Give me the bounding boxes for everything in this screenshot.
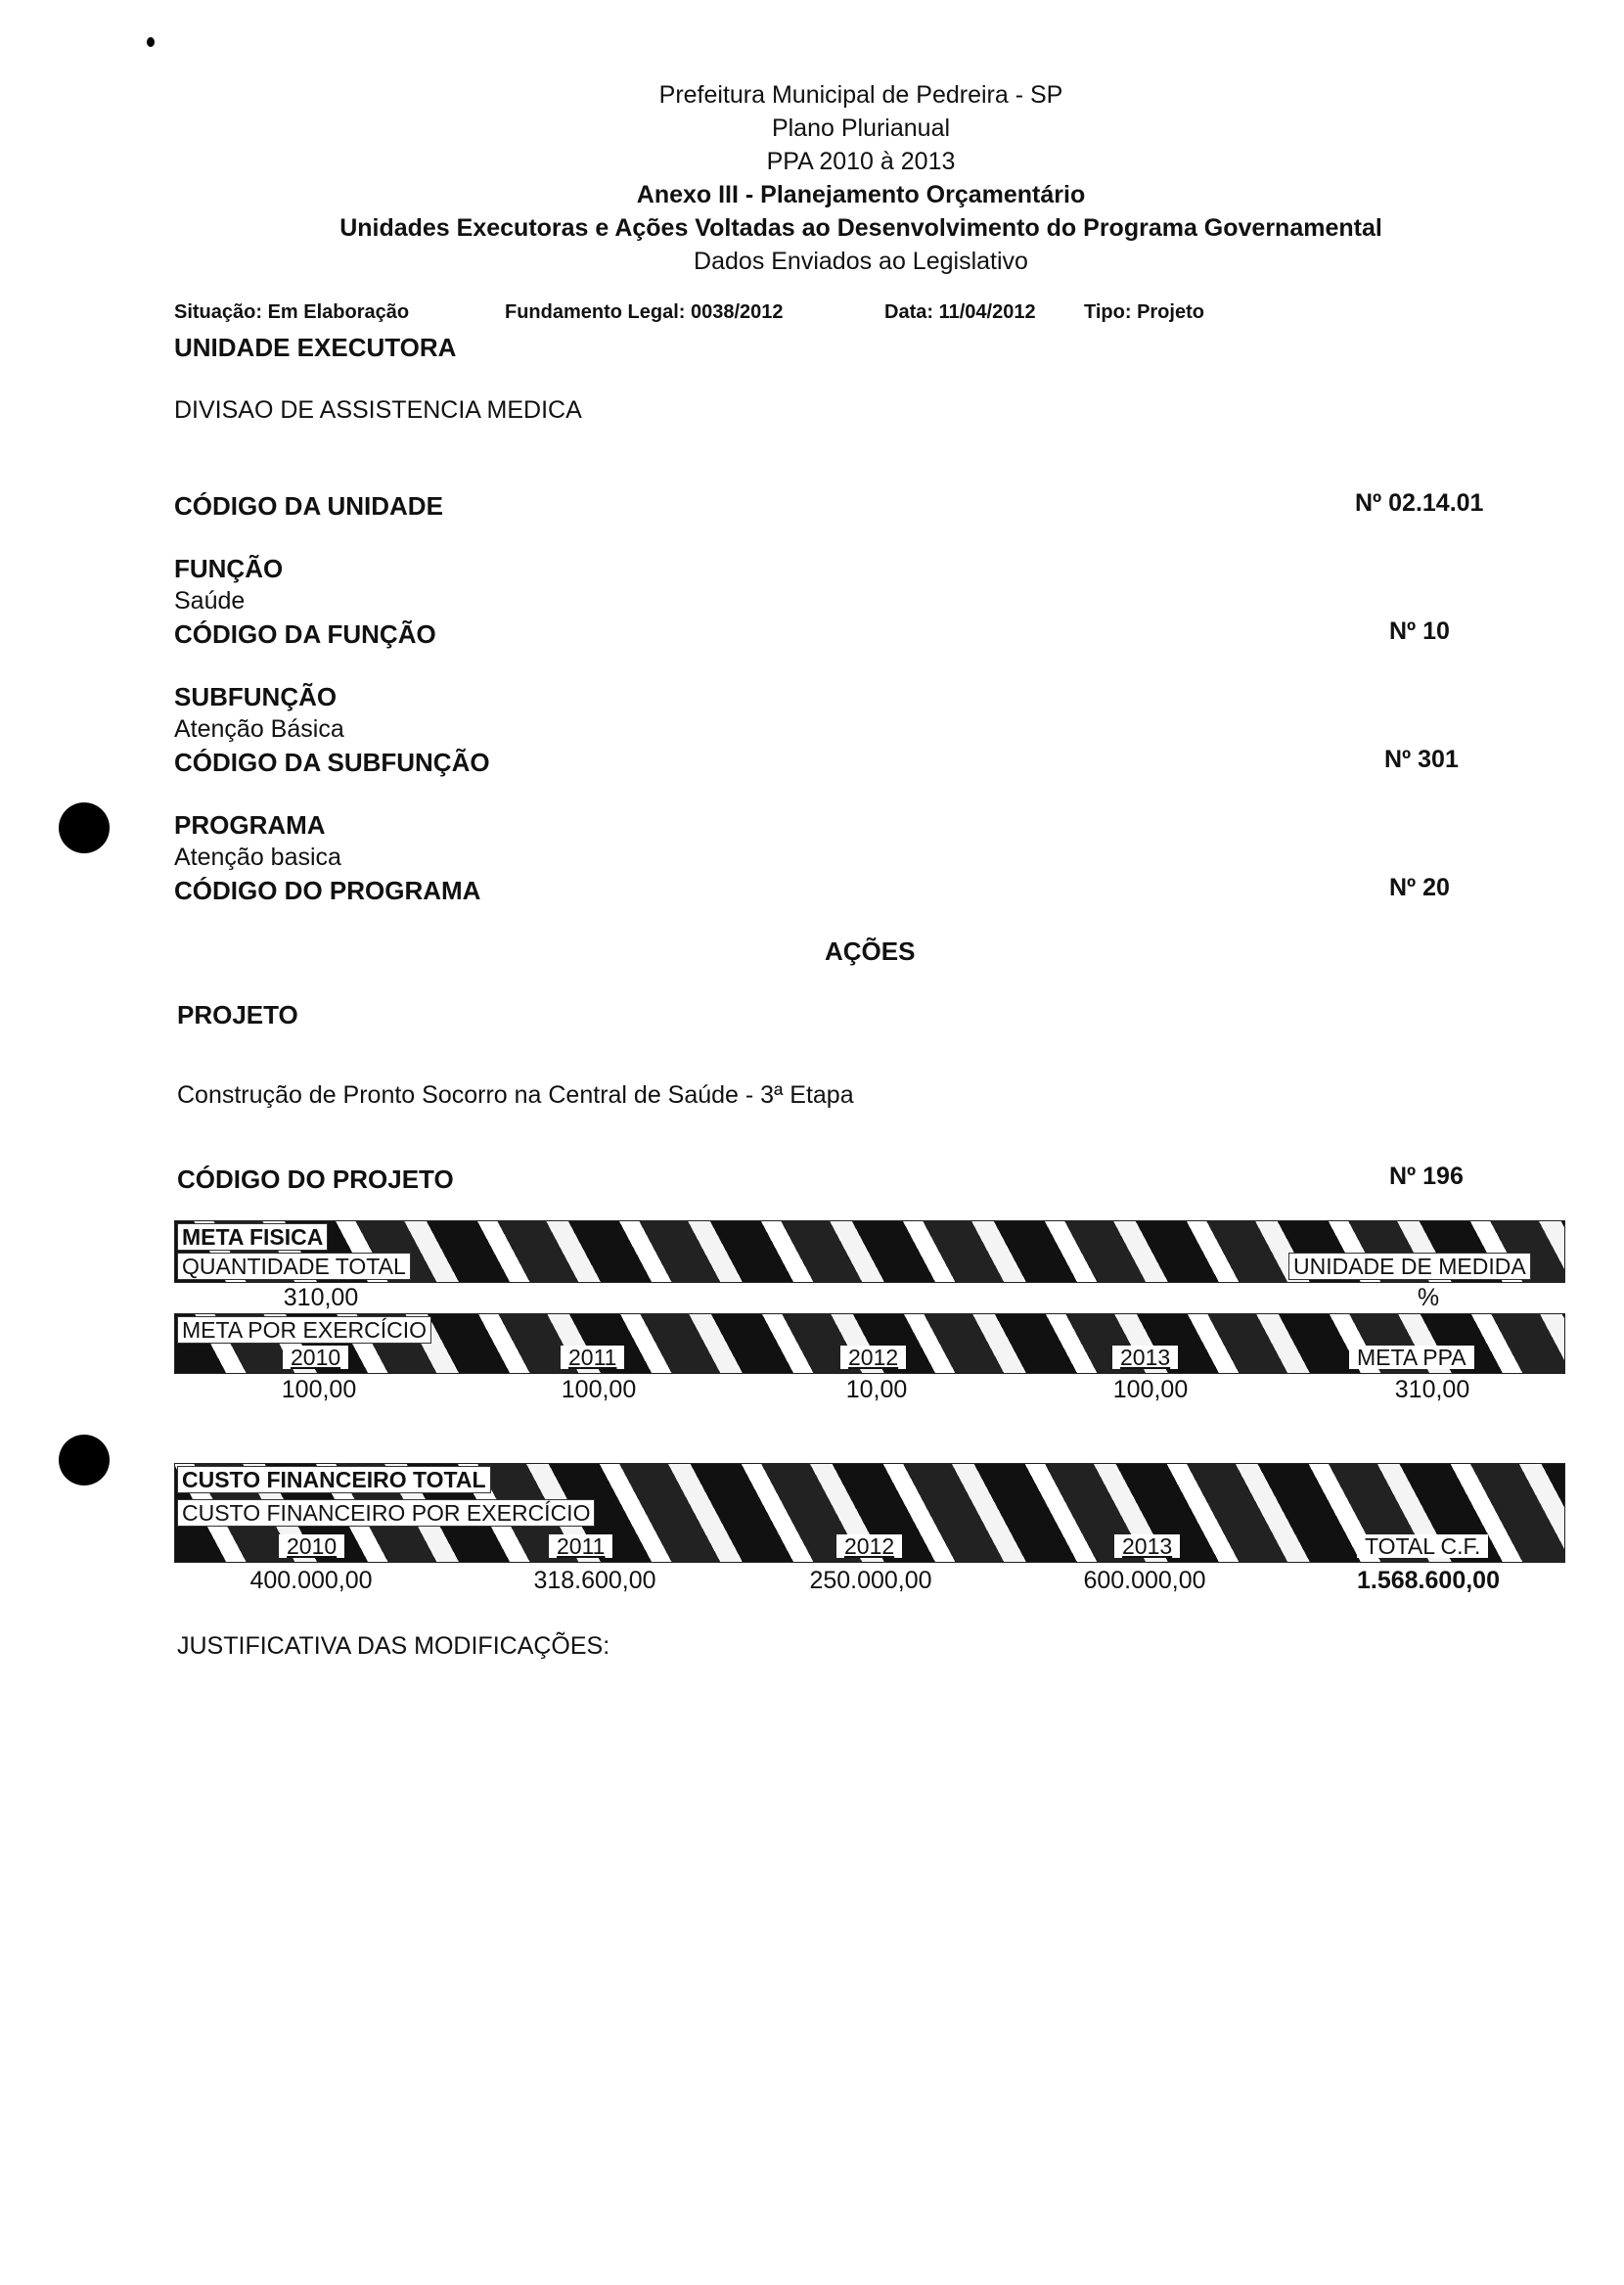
custo-total-cf-label: TOTAL C.F.: [1357, 1534, 1488, 1558]
funcao-label: FUNÇÃO: [174, 554, 284, 583]
subfuncao-value: Atenção Básica: [174, 715, 344, 743]
funcao-value: Saúde: [174, 587, 246, 615]
meta-ppa-label: META PPA: [1349, 1346, 1474, 1369]
justificativa-label: JUSTIFICATIVA DAS MODIFICAÇÕES:: [177, 1632, 610, 1660]
meta-year-2012: 2012: [840, 1346, 906, 1369]
header-ppa: PPA 2010 à 2013: [766, 148, 956, 175]
data: Data: 11/04/2012: [884, 301, 1036, 323]
unidade-executora-value: DIVISAO DE ASSISTENCIA MEDICA: [174, 396, 582, 424]
meta-value-2010: 100,00: [281, 1376, 357, 1403]
unidade-medida-value: %: [1417, 1284, 1440, 1311]
tipo: Tipo: Projeto: [1084, 301, 1204, 323]
header-prefeitura: Prefeitura Municipal de Pedreira - SP: [658, 81, 1063, 109]
scan-mark: [147, 37, 155, 47]
meta-fisica-title: META FISICA: [177, 1223, 328, 1251]
meta-exercicio-band: [174, 1313, 1565, 1374]
custo-year-2012: 2012: [836, 1534, 902, 1558]
meta-year-2010: 2010: [283, 1346, 348, 1369]
custo-value-2012: 250.000,00: [809, 1567, 932, 1594]
custo-band: [174, 1463, 1565, 1563]
quantidade-total-value: 310,00: [283, 1284, 359, 1311]
meta-year-2013: 2013: [1112, 1346, 1178, 1369]
unidade-executora-label: UNIDADE EXECUTORA: [174, 333, 457, 362]
codigo-projeto-value: Nº 196: [1389, 1163, 1464, 1190]
custo-value-2010: 400.000,00: [249, 1567, 373, 1594]
subfuncao-label: SUBFUNÇÃO: [174, 682, 338, 711]
header-unidades: Unidades Executoras e Ações Voltadas ao Desenvolvimento do Programa Governamental: [339, 214, 1382, 242]
codigo-funcao-value: Nº 10: [1389, 617, 1450, 645]
fundamento-legal: Fundamento Legal: 0038/2012: [505, 301, 784, 323]
meta-fisica-band-top: [174, 1220, 1565, 1283]
custo-year-2011: 2011: [549, 1534, 612, 1558]
meta-ppa-value: 310,00: [1394, 1376, 1470, 1403]
codigo-programa-value: Nº 20: [1389, 874, 1450, 901]
custo-year-2013: 2013: [1114, 1534, 1180, 1558]
meta-year-2011: 2011: [561, 1346, 624, 1369]
projeto-value: Construção de Pronto Socorro na Central de Saúde - 3ª Etapa: [177, 1081, 854, 1109]
header-dados: Dados Enviados ao Legislativo: [694, 248, 1028, 275]
situacao: Situação: Em Elaboração: [174, 301, 410, 323]
meta-value-2012: 10,00: [845, 1376, 908, 1403]
custo-total-title: CUSTO FINANCEIRO TOTAL: [177, 1466, 491, 1493]
codigo-subfuncao-label: CÓDIGO DA SUBFUNÇÃO: [174, 748, 490, 777]
codigo-subfuncao-value: Nº 301: [1384, 746, 1459, 773]
programa-label: PROGRAMA: [174, 810, 326, 840]
codigo-unidade-label: CÓDIGO DA UNIDADE: [174, 491, 443, 521]
custo-por-exercicio-label: CUSTO FINANCEIRO POR EXERCÍCIO: [177, 1499, 595, 1527]
unidade-medida-label: UNIDADE DE MEDIDA: [1288, 1253, 1531, 1280]
punch-hole-top: [59, 802, 110, 853]
custo-total-cf-value: 1.568.600,00: [1357, 1567, 1500, 1594]
custo-year-2010: 2010: [279, 1534, 344, 1558]
custo-value-2011: 318.600,00: [533, 1567, 656, 1594]
acoes-title: AÇÕES: [825, 937, 916, 966]
quantidade-total-label: QUANTIDADE TOTAL: [177, 1253, 411, 1280]
meta-por-exercicio-label: META POR EXERCÍCIO: [177, 1316, 431, 1344]
projeto-label: PROJETO: [177, 1000, 298, 1029]
codigo-unidade-value: Nº 02.14.01: [1355, 489, 1484, 517]
header-anexo: Anexo III - Planejamento Orçamentário: [636, 181, 1086, 208]
codigo-funcao-label: CÓDIGO DA FUNÇÃO: [174, 619, 436, 649]
codigo-programa-label: CÓDIGO DO PROGRAMA: [174, 876, 481, 905]
custo-value-2013: 600.000,00: [1083, 1567, 1206, 1594]
header-plano: Plano Plurianual: [771, 114, 951, 142]
punch-hole-bottom: [59, 1435, 110, 1485]
meta-value-2013: 100,00: [1112, 1376, 1189, 1403]
programa-value: Atenção basica: [174, 844, 341, 871]
codigo-projeto-label: CÓDIGO DO PROJETO: [177, 1165, 454, 1194]
meta-value-2011: 100,00: [561, 1376, 637, 1403]
